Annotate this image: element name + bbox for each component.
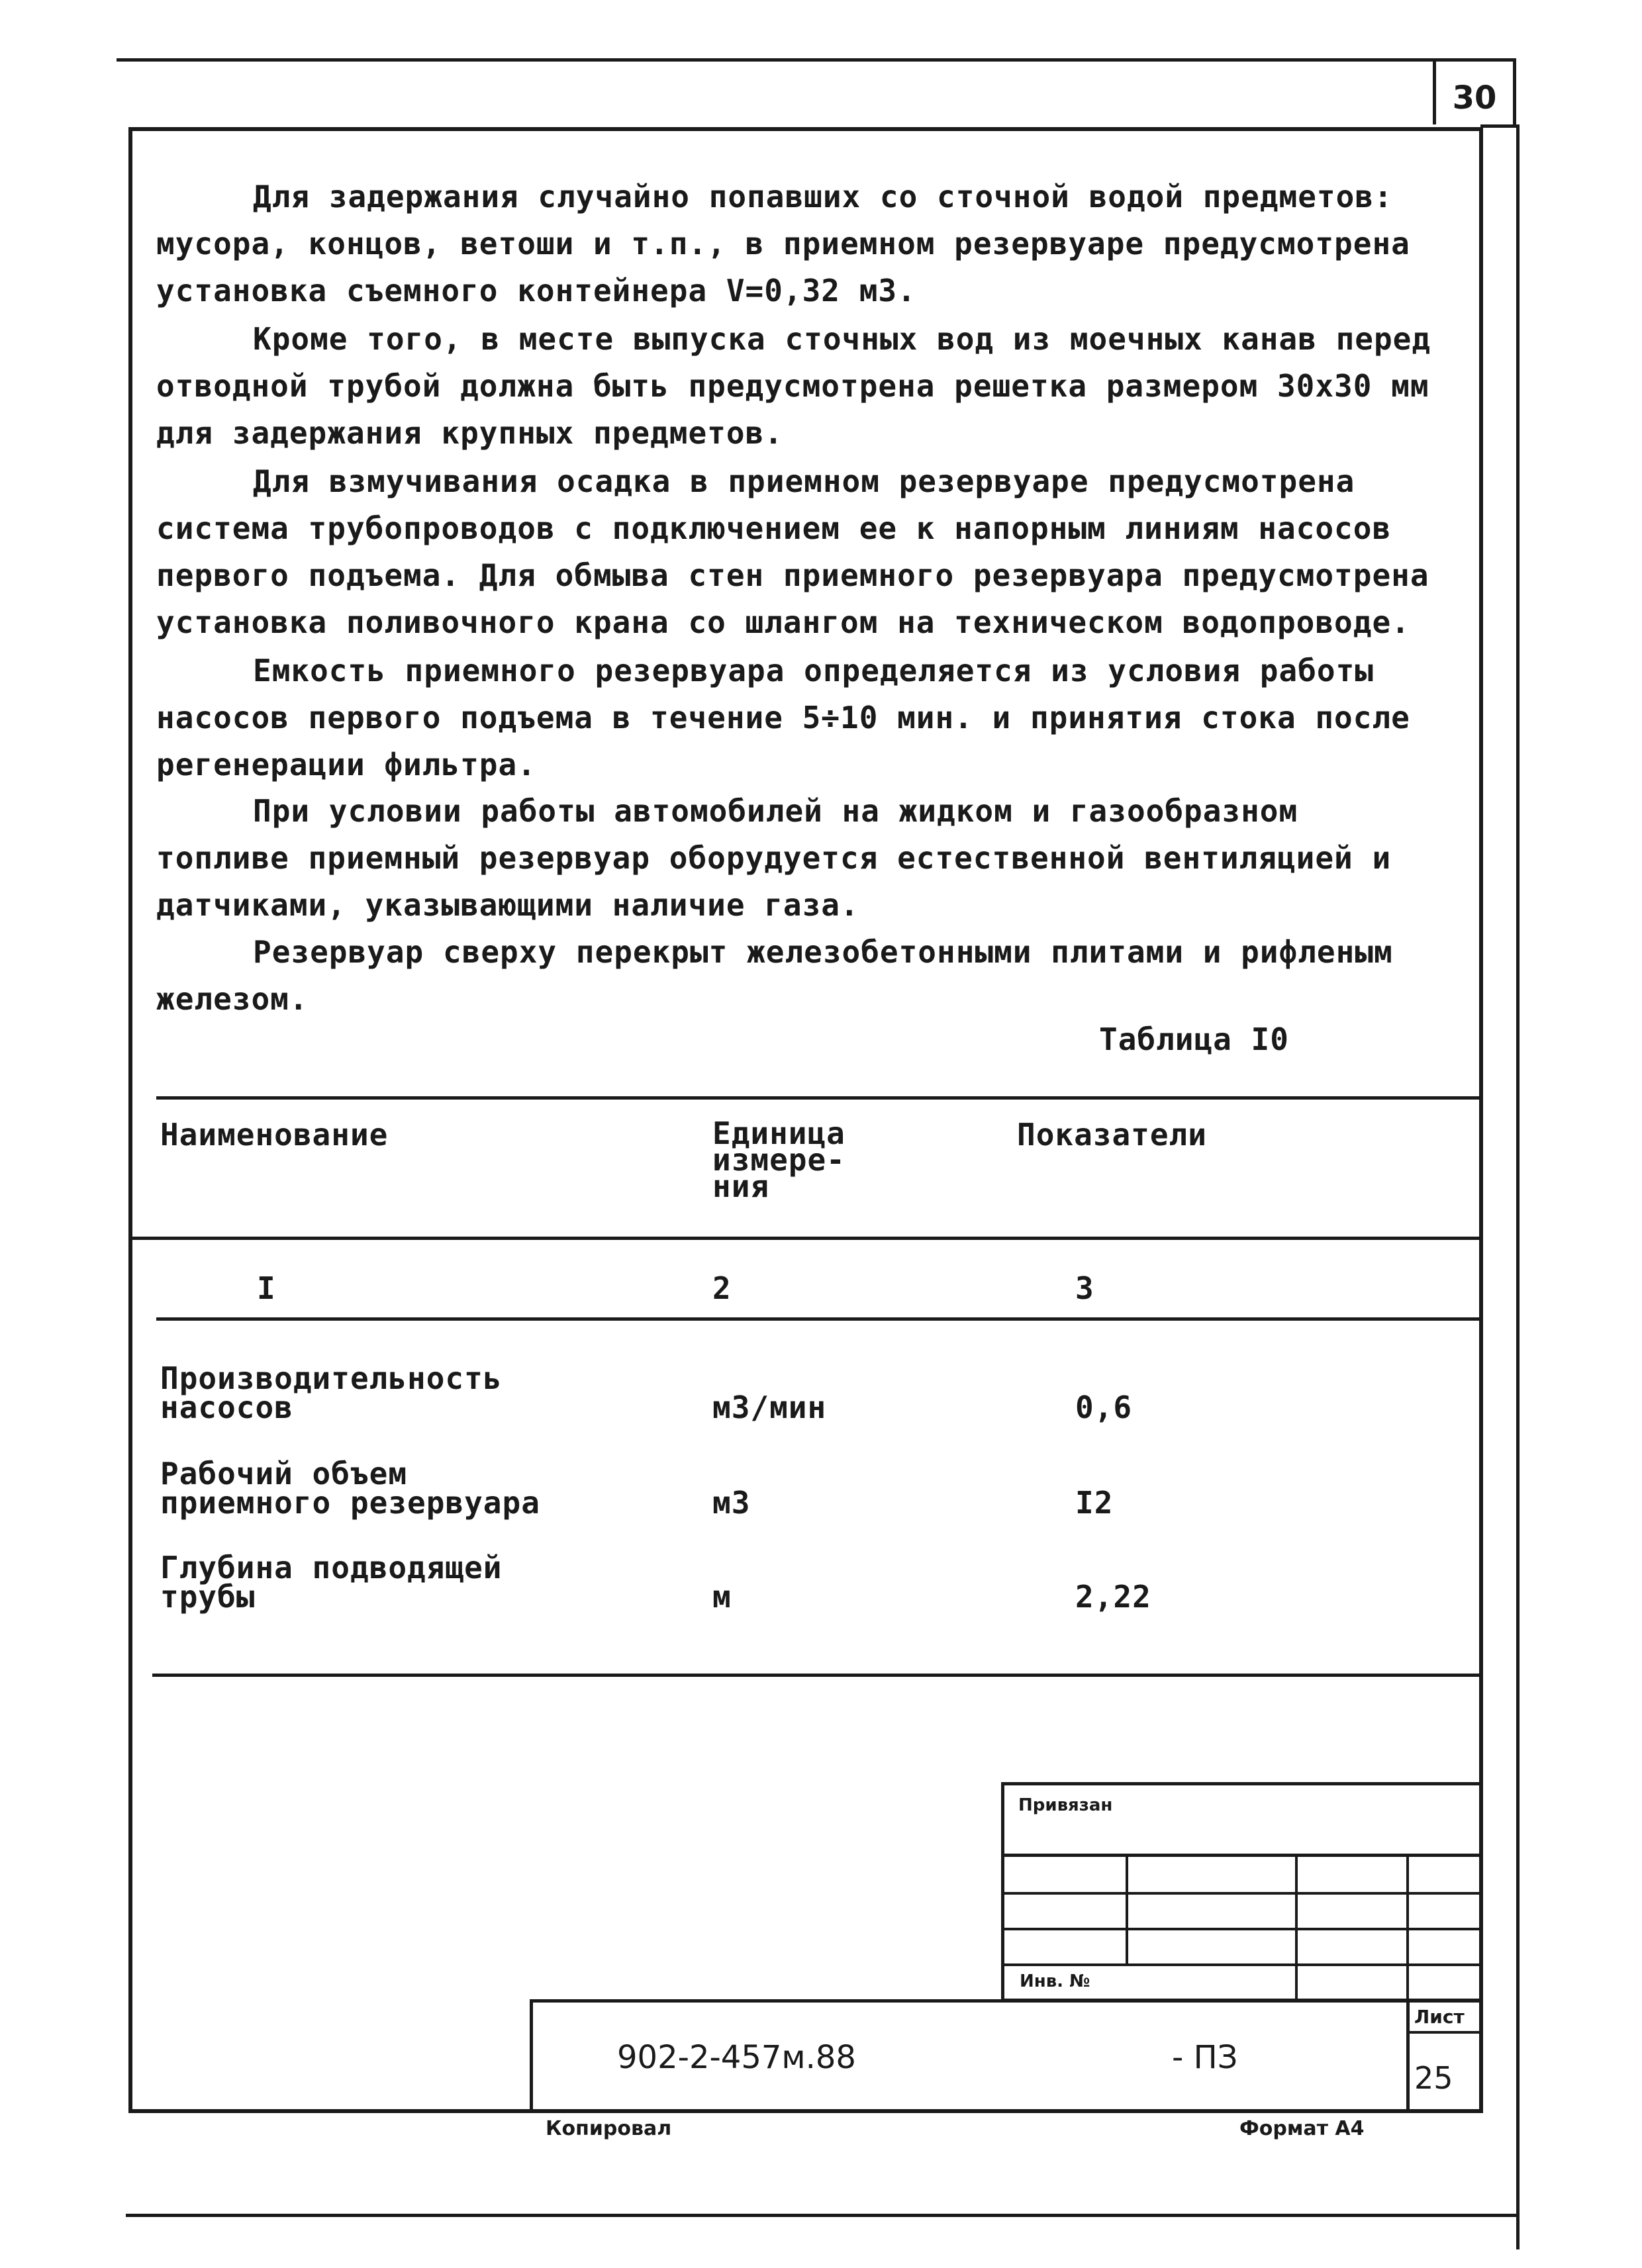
sheet-label: Лист [1414, 2006, 1465, 2028]
column-number-1: I [257, 1270, 276, 1306]
header-values: Показатели [1017, 1117, 1207, 1153]
bottom-rule [126, 2214, 1520, 2217]
header-name: Наименование [160, 1117, 389, 1153]
stamp-rule-4 [1001, 1963, 1483, 1966]
stamp-col-3 [1406, 1854, 1409, 2002]
paragraph-4: Емкость приемного резервуара определяется из условия работы насосов первого подъема в течение 5÷10 мин. и принятия стока после регенерации фильтра. [156, 653, 1410, 782]
privyazan-label: Привязан [1018, 1795, 1113, 1815]
doc-code: 902-2-457м.88 [617, 2039, 856, 2076]
row-3-name: Глубина подводящей трубы [160, 1550, 503, 1615]
table-bottom-rule [152, 1674, 1480, 1677]
inv-label: Инв. № [1020, 1971, 1090, 1991]
table-header-rule [132, 1237, 1480, 1240]
paragraph-5: При условии работы автомобилей на жидком и газообразном топливе приемный резервуар оборудуется естественной вентиляцией и датчиками, указывающими наличие газа. [156, 793, 1392, 923]
format-label: Формат А4 [1239, 2117, 1365, 2140]
frame-right-outer [1516, 124, 1520, 2249]
column-number-3: 3 [1075, 1270, 1094, 1306]
row-3-unit: м [712, 1579, 732, 1615]
paragraph-6: Резервуар сверху перекрыт железобетонными плитами и рифленым железом. [156, 934, 1393, 1017]
frame-top-ext [1480, 124, 1520, 128]
page-number: 30 [1452, 79, 1497, 117]
stamp-col-2 [1295, 1854, 1298, 2002]
row-2-unit: м3 [712, 1485, 751, 1521]
copied-label: Копировал [546, 2117, 672, 2140]
row-2-name: Рабочий объем приемного резервуара [160, 1456, 540, 1521]
header-unit: Единица измере-ния [712, 1115, 845, 1204]
table-numbers-rule [156, 1317, 1480, 1321]
paragraph-3: Для взмучивания осадка в приемном резервуаре предусмотрена система трубопроводов с подключением ее к напорным линиям насосов первого подъема. Для обмыва стен приемного резервуара предусмотрена установка поливочного крана со шлангом на техническом водопроводе. [156, 463, 1429, 640]
doc-suffix: - ПЗ [1172, 2039, 1238, 2076]
title-block-divider [1406, 1999, 1410, 2113]
stamp-rule-2 [1001, 1892, 1483, 1895]
stamp-rule-3 [1001, 1928, 1483, 1930]
row-3-value: 2,22 [1075, 1579, 1151, 1615]
stamp-rule-1 [1001, 1854, 1483, 1857]
row-2-value: I2 [1075, 1485, 1114, 1521]
paragraph-1: Для задержания случайно попавших со сточной водой предметов: мусора, концов, ветоши и т.п., в приемном резервуаре предусмотрена установка съемного контейнера V=0,32 м3. [156, 179, 1410, 308]
paragraph-2: Кроме того, в месте выпуска сточных вод из моечных канав перед отводной трубой должна быть предусмотрена решетка размером 30х30 мм для задержания крупных предметов. [156, 321, 1431, 451]
stamp-col-1 [1126, 1854, 1128, 1966]
row-1-unit: м3/мин [712, 1390, 827, 1425]
top-rule [117, 58, 1461, 62]
row-1-value: 0,6 [1075, 1390, 1133, 1425]
column-number-2: 2 [712, 1270, 732, 1306]
sheet-number: 25 [1414, 2060, 1453, 2096]
table-caption: Таблица I0 [1099, 1021, 1289, 1057]
row-1-name: Производительность насосов [160, 1360, 503, 1425]
table-top-rule [156, 1096, 1480, 1100]
sheet-label-rule [1406, 2031, 1483, 2034]
